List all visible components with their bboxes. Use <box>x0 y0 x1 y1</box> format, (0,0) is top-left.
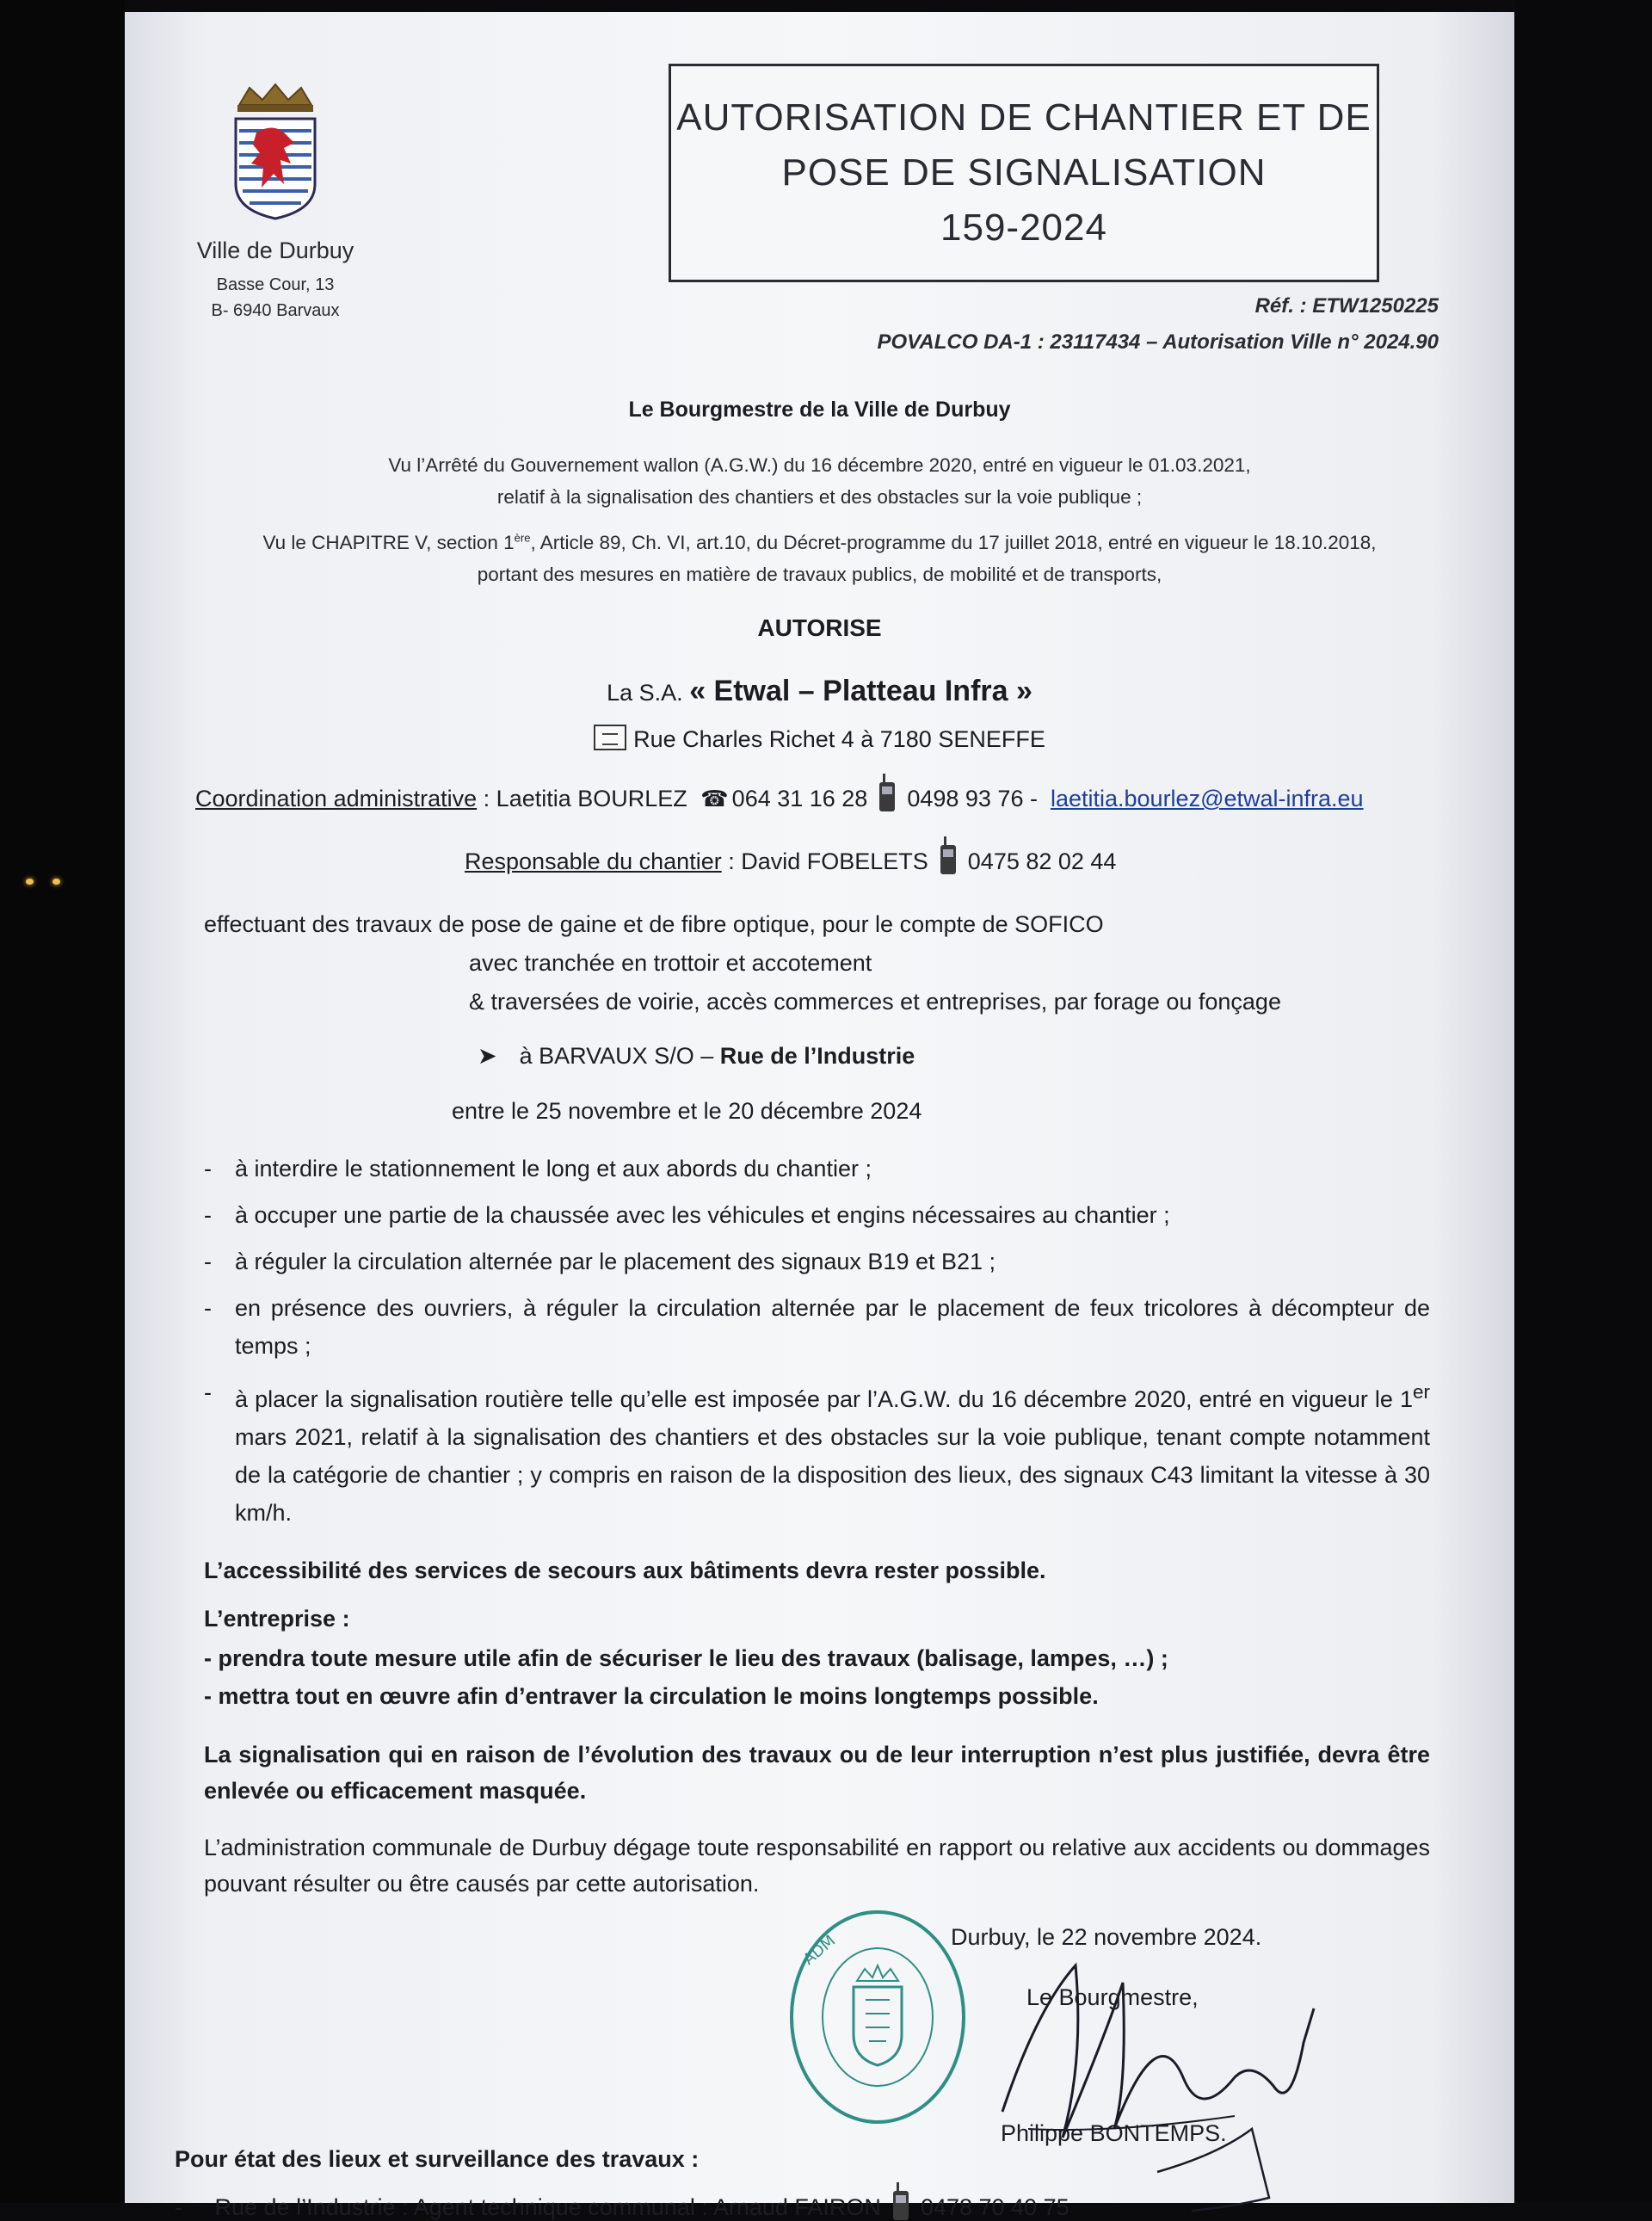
coordination-name: : Laetitia BOURLEZ <box>477 786 694 811</box>
admin-coordination-line <box>195 782 1364 812</box>
list-item: - à réguler la circulation alternée par le placement des signaux B19 et B21 ; <box>204 1243 1430 1280</box>
coordination-email-link[interactable]: laetitia.bourlez@etwal-infra.eu <box>1050 786 1364 811</box>
coordination-label: Coordination administrative <box>195 786 478 811</box>
company-address-line <box>125 725 1514 753</box>
company-address: Rue Charles Richet 4 à 7180 SENEFFE <box>633 726 1045 752</box>
works-location <box>478 1043 915 1070</box>
city-address <box>172 272 379 324</box>
site-manager-mobile: 0475 82 02 44 <box>967 848 1117 874</box>
authorization-heading: AUTORISE <box>757 614 882 641</box>
works-description-3: & traversées de voirie, accès commerces et entreprises, par forage ou fonçage <box>469 989 1281 1015</box>
signatory-title: Le Bourgmestre, <box>1026 1984 1199 2010</box>
reference-number: Réf. : ETW1250225 <box>1254 294 1439 318</box>
legal-basis-2 <box>125 527 1514 590</box>
condition-5-sup: er <box>1412 1381 1430 1403</box>
works-period: entre le 25 novembre et le 20 décembre 2024 <box>452 1098 922 1124</box>
city-postcode: B- 6940 Barvaux <box>211 301 340 320</box>
notice-document <box>125 12 1514 2220</box>
mobile-phone-icon <box>879 782 895 811</box>
works-description-2: avec tranchée en trottoir et accotement <box>469 950 872 976</box>
mobile-phone-icon <box>893 2191 909 2220</box>
arrow-bullet-icon: ➤ <box>478 1043 497 1069</box>
company-prefix: La S.A. <box>607 680 683 706</box>
condition-text: à réguler la circulation alternée par le placement des signaux B19 et B21 ; <box>235 1249 996 1274</box>
dark-background-right <box>1514 0 1652 2203</box>
site-inspection-heading: Pour état des lieux et surveillance des travaux : <box>175 2146 700 2172</box>
condition-text: à occuper une partie de la chaussée avec les véhicules et engins nécessaires au chantier ; <box>235 1202 1170 1228</box>
coordination-mobile: 0498 93 76 - <box>907 786 1038 811</box>
company-line <box>125 675 1514 708</box>
municipal-stamp <box>783 1905 972 2129</box>
site-inspection-contact: - Rue de l’Industrie : Agent technique communal : Arnaud FAIRON 0478 70 40 75 <box>175 2191 1069 2221</box>
inspection-agent: Rue de l’Industrie : Agent technique communal : Arnaud FAIRON <box>214 2194 881 2220</box>
list-item: - en présence des ouvriers, à réguler la circulation alternée par le placement de feux tricolores à décompteur de temps ; <box>204 1289 1430 1365</box>
legal-basis-2-sup: ère <box>514 531 531 545</box>
legal-basis-2-line-2: portant des mesures en matière de travaux publics, de mobilité et de transports, <box>477 564 1162 585</box>
legal-basis-2-post: , Article 89, Ch. VI, art.10, du Décret-programme du 17 juillet 2018, entré en vigueur le 18.10.2018, <box>530 532 1377 553</box>
legal-basis-1 <box>125 449 1514 513</box>
svg-text:ADM: ADM <box>799 1931 840 1969</box>
title-number: 159-2024 <box>940 207 1107 249</box>
distant-lights <box>26 873 79 889</box>
liability-disclaimer: L’administration communale de Durbuy dégage toute responsabilité en rapport ou relative aux accidents ou dommages pouvant résulter ou être causés par cette autorisation. <box>204 1835 1430 1897</box>
legal-basis-1-line-1: Vu l’Arrêté du Gouvernement wallon (A.G.W.) du 16 décembre 2020, entré en vigueur le 01.03.2021, <box>388 454 1251 476</box>
company-name: « Etwal – Platteau Infra » <box>689 675 1032 707</box>
povalco-reference: POVALCO DA-1 : 23117434 – Autorisation Ville n° 2024.90 <box>877 330 1439 354</box>
site-manager-name: : David FOBELETS <box>721 848 928 874</box>
issuer-heading: Le Bourgmestre de la Ville de Durbuy <box>628 398 1011 422</box>
city-street: Basse Cour, 13 <box>216 275 335 294</box>
site-manager-label: Responsable du chantier <box>465 848 722 874</box>
document-title-box <box>669 64 1379 282</box>
company-obligation-2: - mettra tout en œuvre afin d’entraver la circulation le moins longtemps possible. <box>204 1683 1099 1709</box>
condition-text: en présence des ouvriers, à réguler la circulation alternée par le placement de feux tricolores à décompteur de temps ; <box>235 1295 1430 1359</box>
mail-icon <box>594 725 626 750</box>
company-obligation-1: - prendra toute mesure utile afin de sécuriser le lieu des travaux (balisage, lampes, …) ; <box>204 1645 1168 1671</box>
telephone-icon: ☎ <box>700 786 729 811</box>
site-manager-line <box>465 845 1116 875</box>
conditions-list <box>204 1150 1430 1540</box>
condition-text <box>235 1373 1430 1532</box>
durbuy-coat-of-arms-icon <box>224 81 327 227</box>
coordination-phone: 064 31 16 28 <box>731 786 868 811</box>
signatory-name: Philippe BONTEMPS. <box>1001 2120 1227 2146</box>
title-line-2: POSE DE SIGNALISATION <box>781 151 1267 194</box>
company-obligations-heading: L’entreprise : <box>204 1606 350 1632</box>
works-description-1: effectuant des travaux de pose de gaine et de fibre optique, pour le compte de SOFICO <box>204 911 1104 937</box>
location-town: à BARVAUX S/O – <box>519 1043 720 1069</box>
list-item: - à interdire le stationnement le long et aux abords du chantier ; <box>204 1150 1430 1188</box>
inspection-phone: 0478 70 40 75 <box>920 2194 1069 2220</box>
location-street: Rue de l’Industrie <box>719 1043 915 1069</box>
city-name: Ville de Durbuy <box>196 238 354 263</box>
signature-date: Durbuy, le 22 novembre 2024. <box>951 1924 1262 1950</box>
title-line-1: AUTORISATION DE CHANTIER ET DE <box>676 96 1372 139</box>
legal-basis-2-line-1 <box>125 527 1514 558</box>
mobile-phone-icon <box>940 845 956 874</box>
legal-basis-1-line-2: relatif à la signalisation des chantiers et des obstacles sur la voie publique ; <box>496 486 1143 508</box>
condition-5-pre: à placer la signalisation routière telle qu’elle est imposée par l’A.G.W. du 16 décembre 2020, entré en vigueur le 1 <box>235 1386 1413 1412</box>
legal-basis-2-pre: Vu le CHAPITRE V, section 1 <box>262 532 515 553</box>
emergency-access-note: L’accessibilité des services de secours aux bâtiments devra rester possible. <box>204 1558 1046 1583</box>
list-item: - à placer la signalisation routière telle qu’elle est imposée par l’A.G.W. du 16 décembre 2020, entré en vigueur le 1er mars 2021, relatif à la signalisation des chantiers et des obstacles sur la voie publique, tenant compte notamment de la catégorie de chantier ; y compris en raison de la disposition des lieux, des signaux C43 limitant la vitesse à 30 km/h. <box>204 1373 1430 1532</box>
dark-background-left <box>0 0 125 2203</box>
list-item: - à occuper une partie de la chaussée avec les véhicules et engins nécessaires au chantier ; <box>204 1196 1430 1234</box>
condition-5-post: mars 2021, relatif à la signalisation des chantiers et des obstacles sur la voie publique, tenant compte notamment de la catégorie de chantier ; y compris en raison de la disposition des lieux, des signaux C43 limitant la vitesse à 30 km/h. <box>235 1424 1430 1526</box>
condition-text: à interdire le stationnement le long et aux abords du chantier ; <box>235 1156 872 1181</box>
signage-removal-note: La signalisation qui en raison de l’évolution des travaux ou de leur interruption n’est plus justifiée, devra être enlevée ou efficacement masquée. <box>204 1742 1430 1804</box>
handwritten-signature <box>977 1914 1355 2215</box>
